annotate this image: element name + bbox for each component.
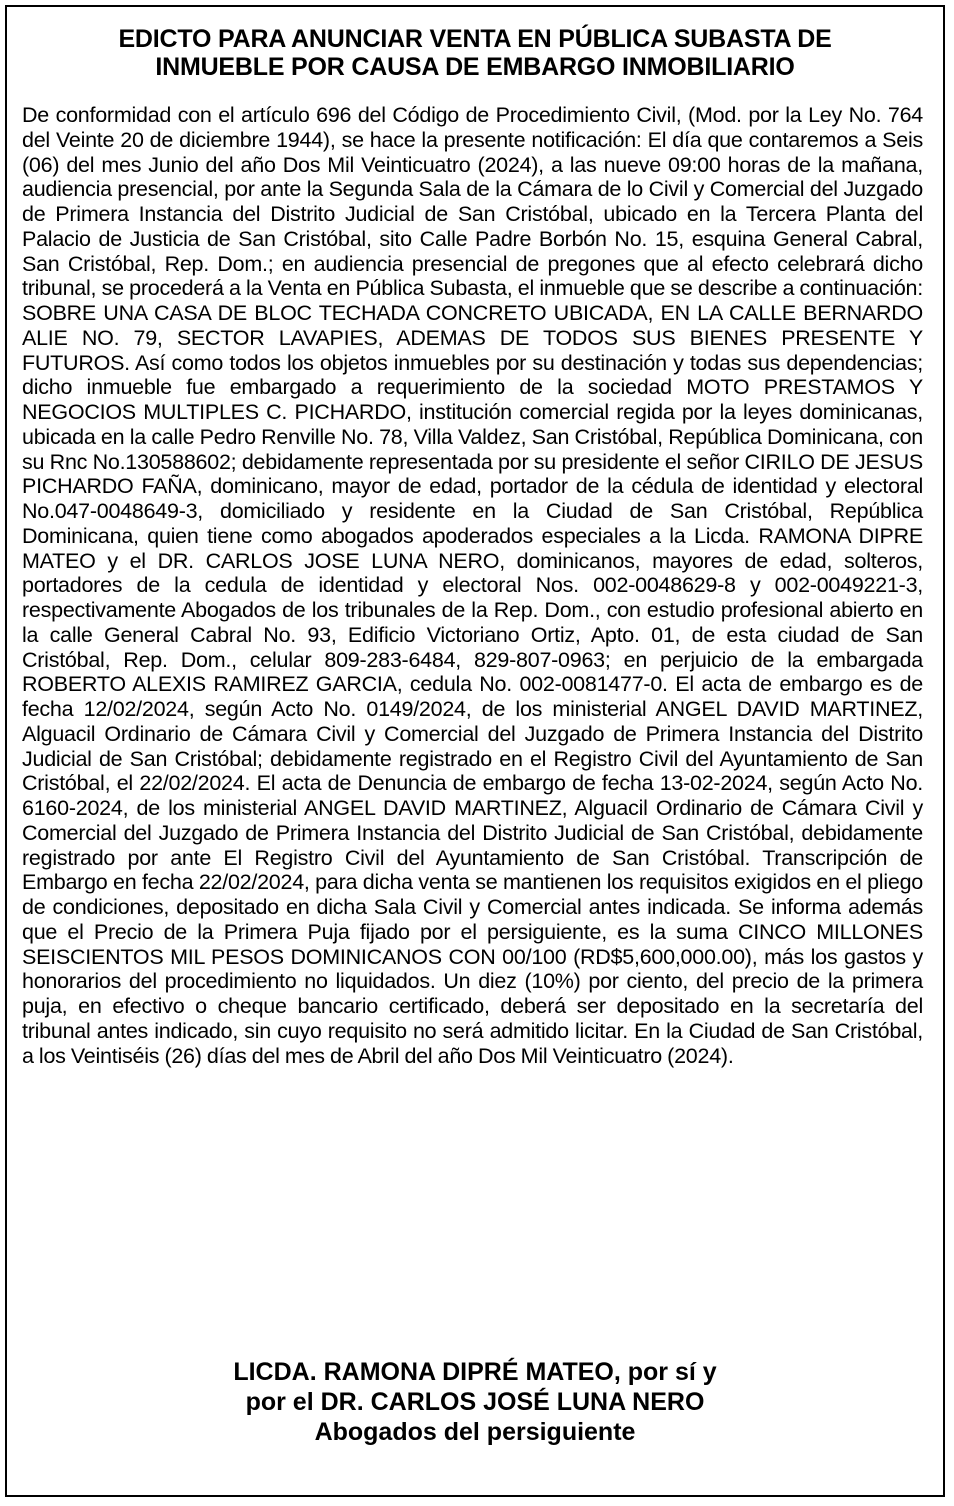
notice-body: De conformidad con el artículo 696 del Código de Procedimiento Civil, (Mod. por la Ley No. 764 del Veinte 20 de diciembre 1944), se hace la presente notificación: El día que contaremos a Seis (06) del mes Junio del año Dos Mil Veinticuatro (2024), a las nueve 09:00 horas de la mañana, audiencia presencial, por ante la Segunda Sala de la Cámara de lo Civil y Comercial del Juzgado de Primera Instancia del Distrito Judicial de San Cristóbal, ubicado en la Tercera Planta del Palacio de Justicia de San Cristóbal, sito Calle Padre Borbón No. 15, esquina General Cabral, San Cristóbal, Rep. Dom.; en audiencia presencial de pregones que al efecto celebrará dicho tribunal, se procederá a la Venta en Pública Subasta, el inmueble que se describe a continuación: SOBRE UNA CASA DE BLOC TECHADA CONCRETO UBICADA, EN LA CALLE BERNARDO ALIE NO. 79, SECTOR LAVAPIES, ADEMAS DE TODOS SUS BIENES PRESENTE Y FUTUROS. Así como todos los objetos inmuebles por su destinación y todas sus dependencias; dicho inmueble fue embargado a requerimiento de la sociedad MOTO PRESTAMOS Y NEGOCIOS MULTIPLES C. PICHARDO, institución comercial regida por la leyes dominicanas, ubicada en la calle Pedro Renville No. 78, Villa Valdez, San Cristóbal, República Dominicana, con su Rnc No.130588602; debidamente representada por su presidente el señor CIRILO DE JESUS PICHARDO FAÑA, dominicano, mayor de edad, portador de la cédula de identidad y electoral No.047-0048649-3, domiciliado y residente en la Ciudad de San Cristóbal, República Dominicana, quien tiene como abogados apoderados especiales a la Licda. RAMONA DIPRE MATEO y el DR. CARLOS JOSE LUNA NERO, dominicanos, mayores de edad, solteros, portadores de la cedula de identidad y electoral Nos. 002-0048629-8 y 002-0049221-3, respectivamente Abogados de los tribunales de la Rep. Dom., con estudio profesional abierto en la calle General Cabral No. 93, Edificio Victoriano Ortiz, Apto. 01, de esta ciudad de San Cristóbal, Rep. Dom., celular 809-283-6484, 829-807-0963; en perjuicio de la embargada ROBERTO ALEXIS RAMIREZ GARCIA, cedula No. 002-0081477-0. El acta de embargo es de fecha 12/02/2024, según Acto No. 0149/2024, de los ministerial ANGEL DAVID MARTINEZ, Alguacil Ordinario de Cámara Civil y Comercial del Juzgado de Primera Instancia del Distrito Judicial de San Cristóbal; debidamente registrado en el Registro Civil del Ayuntamiento de San Cristóbal, el 22/02/2024. El acta de Denuncia de embargo de fecha 13-02-2024, según Acto No. 6160-2024, de los ministerial ANGEL DAVID MARTINEZ, Alguacil Ordinario de Cámara Civil y Comercial del Juzgado de Primera Instancia del Distrito Judicial de San Cristóbal, debidamente registrado por ante El Registro Civil del Ayuntamiento de San Cristóbal. Transcripción de Embargo en fecha 22/02/2024, para dicha venta se mantienen los requisitos exigidos en el pliego de condiciones, depositado en dicha Sala Civil y Comercial antes indicada. Se informa además que el Precio de la Primera Puja fijado por el persiguiente, es la suma CINCO MILLONES SEISCIENTOS MIL PESOS DOMINICANOS CON 00/100 (RD$5,600,000.00), más los gastos y honorarios del procedimiento no liquidados. Un diez (10%) por ciento, del precio de la primera puja, en efectivo o cheque bancario certificado, deberá ser depositado en la secretaría del tribunal antes indicado, sin cuyo requisito no será admitido licitar. En la Ciudad de San Cristóbal, a los Veintiséis (26) días del mes de Abril del año Dos Mil Veinticuatro (2024). [22, 103, 923, 1068]
notice-title [45, 25, 905, 81]
legal-notice [5, 5, 945, 1497]
signature-line-2: por el DR. CARLOS JOSÉ LUNA NERO [245, 1388, 705, 1416]
signature-line-3: Abogados del persiguiente [314, 1418, 636, 1446]
notice-title-line-2: INMUEBLE POR CAUSA DE EMBARGO INMOBILIARIO [155, 53, 795, 81]
signature-block [7, 1357, 943, 1447]
notice-title-line-1: EDICTO PARA ANUNCIAR VENTA EN PÚBLICA SUBASTA DE [118, 25, 832, 53]
signature-line-1: LICDA. RAMONA DIPRÉ MATEO, por sí y [233, 1358, 717, 1386]
